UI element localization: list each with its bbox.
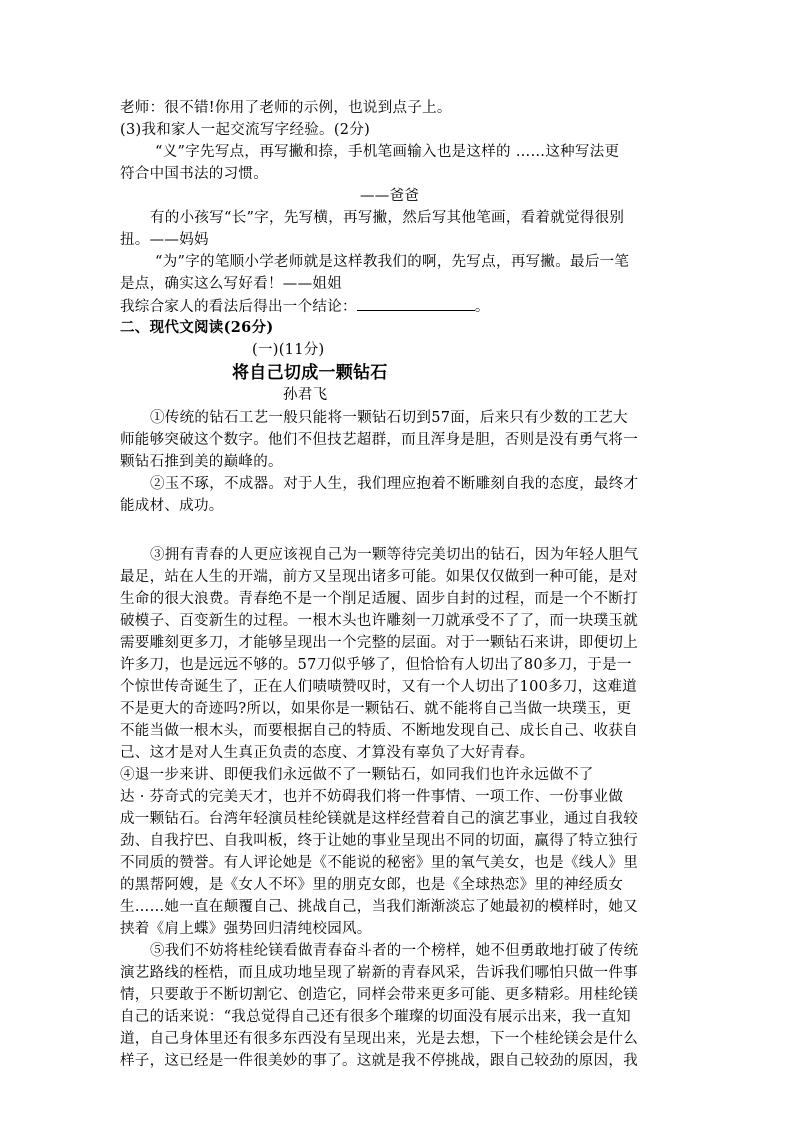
body-line: 颗钻石推到美的巅峰的。 — [120, 454, 283, 470]
dad-text-line: 符合中国书法的习惯。 — [120, 166, 268, 182]
body-line: 达 · 芬奇式的完美天才，也并不妨碍我们将一件事情、一项工作、一份事业做 — [120, 789, 624, 805]
body-line: 不是更大的奇迹吗?所以，如果你是一颗钻石、就不能将自己当做一块璞玉，更 — [120, 701, 632, 717]
body-line: 生命的很大浪费。青春绝不是一个削足适履、固步自封的过程，而是一个不断打 — [120, 591, 638, 607]
section-heading: 二、现代文阅读(26分) — [120, 319, 274, 336]
body-line: 挟着《肩上蝶》强势回归清纯校园风。 — [120, 921, 372, 937]
body-line: 许多刀，也是远远不够的。57刀似乎够了，但恰恰有人切出了80多刀，于是一 — [120, 657, 632, 673]
sister-text-line: “为”字的笔顺小学老师就是这样教我们的啊，先写点，再写撇。最后一笔 — [155, 254, 630, 270]
conclusion-prompt: 我综合家人的看法后得出一个结论： — [120, 299, 357, 315]
body-line: ⑤我们不妨将桂纶镁看做青春奋斗者的一个榜样，她不但勇敢地打破了传统 — [150, 943, 639, 959]
conclusion-end: 。 — [474, 299, 490, 315]
body-line: ②玉不琢，不成器。对于人生，我们理应抱着不断雕刻自我的态度，最终才 — [150, 476, 639, 492]
body-line: 生……她一直在颠覆自己、挑战自己，当我们渐渐淡忘了她最初的模样时，她又 — [120, 899, 638, 915]
sister-text-line: 是点，确实这么写好看！——姐姐 — [120, 276, 342, 292]
body-line: 道，自己身体里还有很多东西没有呈现出来，光是去想，下一个桂纶镁会是什么 — [120, 1031, 638, 1047]
teacher-comment: 老师：很不错!你用了老师的示例，也说到点子上。 — [120, 100, 452, 116]
dad-signature: ——爸爸 — [360, 188, 420, 204]
body-line: 自己的话来说：“我总觉得自己还有很多个璀璨的切面没有展示出来，我一直知 — [120, 1009, 631, 1025]
mom-text-line: 有的小孩写“长”字，先写横，再写撇，然后写其他笔画，看着就觉得很别 — [150, 210, 625, 226]
body-line: 演艺路线的桎梏，而且成功地呈现了崭新的青春风采，告诉我们哪怕只做一件事 — [120, 965, 638, 981]
article-title: 将自己切成一颗钻石 — [232, 363, 388, 383]
body-line: 情，只要敢于不断切割它、创造它，同样会带来更多可能、更多精彩。用桂纶镁 — [120, 987, 638, 1003]
subsection-heading: (一)(11分) — [252, 342, 325, 358]
article-author: 孙君飞 — [283, 387, 328, 403]
body-line: 样子，这已经是一件很美妙的事了。这就是我不停挑战，跟自己较劲的原因，我 — [120, 1053, 638, 1069]
body-line: 的黑帮阿嫂，是《女人不坏》里的朋克女郎，也是《全球热恋》里的神经质女 — [120, 877, 624, 893]
body-line: 能成材、成功。 — [120, 498, 224, 514]
body-line: 需要雕刻更多刀，才能够呈现出一个完整的层面。对于一颗钻石来讲，即便切上 — [120, 635, 638, 651]
answer-blank[interactable] — [357, 296, 475, 311]
question-3: (3)我和家人一起交流写字经验。(2分) — [120, 122, 371, 138]
body-line: 劲、自我拧巴、自我叫板，终于让她的事业呈现出不同的切面，赢得了特立独行 — [120, 833, 638, 849]
dad-text-line: “义”字先写点，再写撇和捺，手机笔画输入也是这样的 ……这种写法更 — [155, 144, 620, 160]
mom-text-line: 扭。——妈妈 — [120, 232, 209, 248]
body-line: ③拥有青春的人更应该视自己为一颗等待完美切出的钻石，因为年轻人胆气 — [150, 547, 639, 563]
body-line: 破模子、百变新生的过程。一根木头也许雕刻一刀就承受不了了，而一块璞玉就 — [120, 613, 638, 629]
body-line: ①传统的钻石工艺一般只能将一颗钻石切到57面，后来只有少数的工艺大 — [150, 410, 628, 426]
body-line: ④退一步来讲、即便我们永远做不了一颗钻石，如同我们也许永远做不了 — [120, 767, 594, 783]
body-line: 最足，站在人生的开端，前方又呈现出诸多可能。如果仅仅做到一种可能，是对 — [120, 569, 638, 585]
body-line: 不同质的赞誉。有人评论她是《不能说的秘密》里的氧气美女，也是《线人》里 — [120, 855, 638, 871]
body-line: 不能当做一根木头，而要根据自己的特质、不断地发现自己、成长自己、收获自 — [120, 723, 638, 739]
body-line: 己、这才是对人生真正负责的态度、才算没有辜负了大好青春。 — [120, 745, 535, 761]
conclusion-line — [120, 296, 490, 317]
body-line: 成一颗钻石。台湾年轻演员桂纶镁就是这样经营着自己的演艺事业，通过自我较 — [120, 811, 638, 827]
body-line: 个惊世传奇诞生了，正在人们啧啧赞叹时，又有一个人切出了100多刀，这难道 — [120, 679, 637, 695]
body-line: 师能够突破这个数字。他们不但技艺超群，而且浑身是胆，否则是没有勇气将一 — [120, 432, 638, 448]
